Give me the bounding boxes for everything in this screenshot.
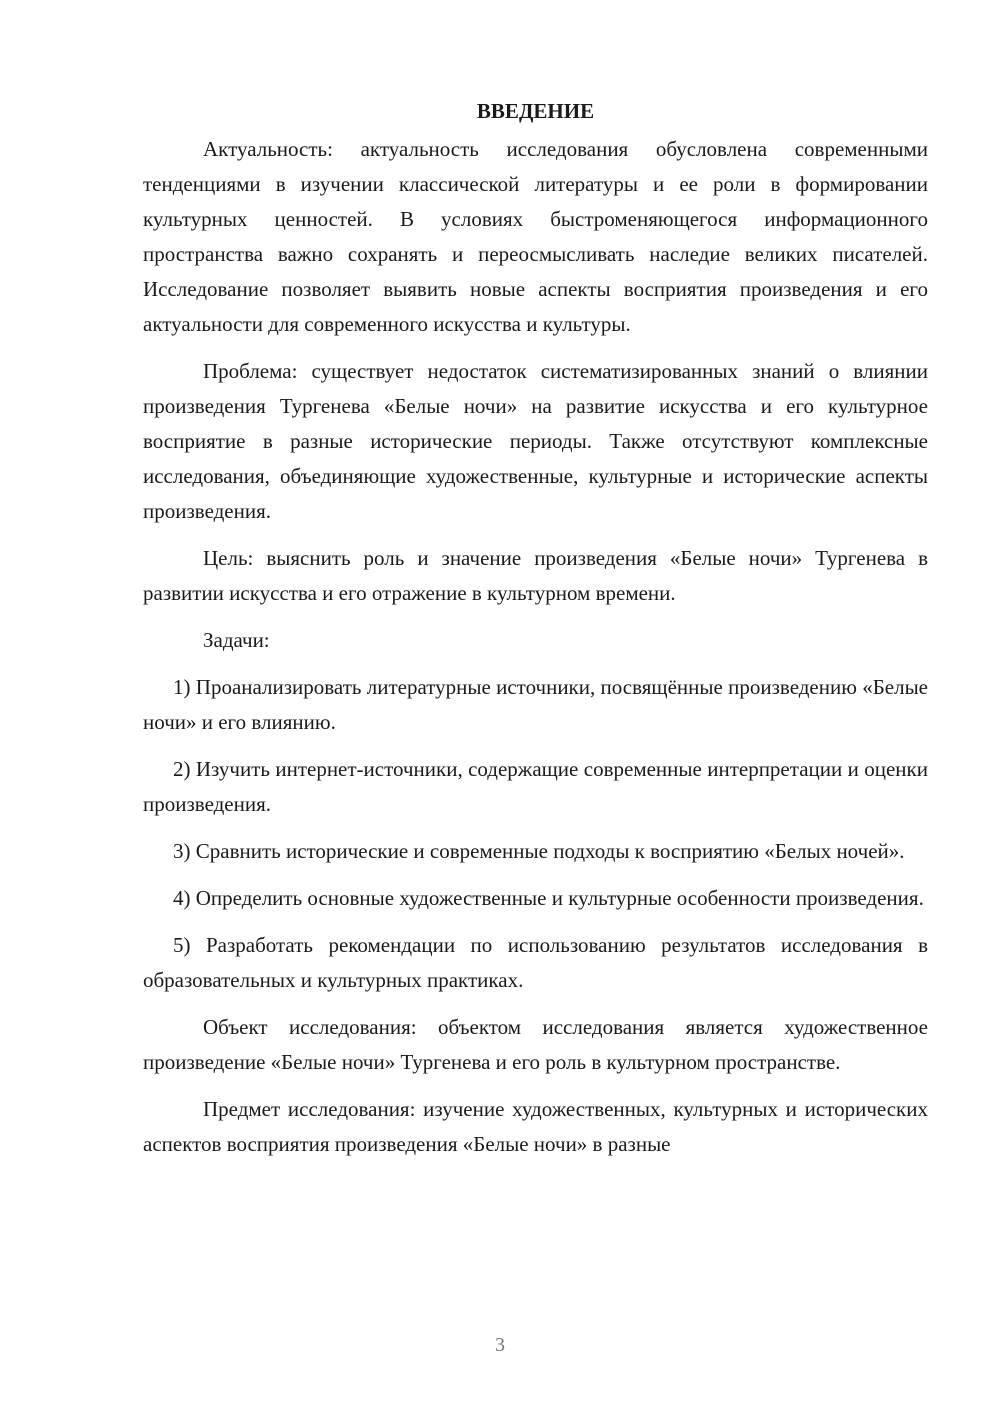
document-page [143, 96, 928, 1162]
task-item-3: 3) Сравнить исторические и современные подходы к восприятию «Белых ночей». [173, 839, 905, 863]
paragraph-subject: Предмет исследования: изучение художественных, культурных и исторических аспектов восприятия произведения «Белые ночи» в разные [143, 1097, 928, 1156]
task-item-1: 1) Проанализировать литературные источники, посвящённые произведению «Белые ночи» и его влиянию. [143, 675, 928, 734]
page-title: ВВЕДЕНИЕ [476, 99, 595, 123]
task-item-2: 2) Изучить интернет-источники, содержащие современные интерпретации и оценки произведения. [143, 757, 928, 816]
tasks-label: Задачи: [203, 628, 270, 652]
paragraph-relevance: Актуальность: актуальность исследования обусловлена современными тенденциями в изучении классической литературы и ее роли в формировании культурных ценностей. В условиях быстроменяющегося информационного пространства важно сохранять и переосмысливать наследие великих писателей. Исследование позволяет выявить новые аспекты восприятия произведения и его актуальности для современного искусства и культуры. [143, 137, 928, 336]
paragraph-problem: Проблема: существует недостаток систематизированных знаний о влиянии произведения Тургенева «Белые ночи» на развитие искусства и его культурное восприятие в разные исторические периоды. Также отсутствуют комплексные исследования, объединяющие художественные, культурные и исторические аспекты произведения. [143, 359, 928, 523]
paragraph-goal: Цель: выяснить роль и значение произведения «Белые ночи» Тургенева в развитии искусства и его отражение в культурном времени. [143, 546, 928, 605]
task-item-5: 5) Разработать рекомендации по использованию результатов исследования в образовательных и культурных практиках. [143, 933, 928, 992]
paragraph-object: Объект исследования: объектом исследования является художественное произведение «Белые ночи» Тургенева и его роль в культурном пространстве. [143, 1015, 928, 1074]
task-item-4: 4) Определить основные художественные и культурные особенности произведения. [173, 886, 924, 910]
page-number: 3 [495, 1334, 505, 1356]
